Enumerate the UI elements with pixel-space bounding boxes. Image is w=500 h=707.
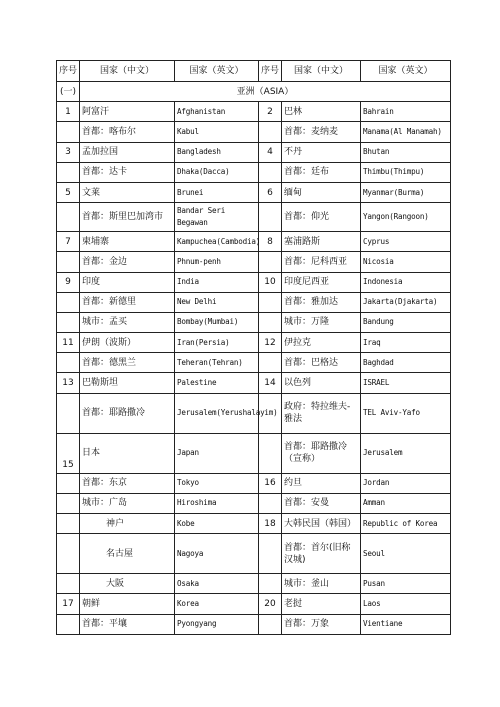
header-country-en: 国家（英文） — [175, 61, 259, 82]
country-zh-cell: 首都：耶路撒冷（宣称） — [282, 433, 361, 473]
table-row — [57, 393, 451, 433]
country-en-cell: TEL Aviv-Yafo — [361, 393, 451, 433]
country-zh-cell: 阿富汗 — [80, 102, 175, 122]
country-en-cell: Yangon(Rangoon) — [361, 203, 451, 232]
country-en-cell: India — [175, 272, 259, 292]
table-row — [57, 232, 451, 252]
country-en-cell: Palestine — [175, 373, 259, 393]
country-zh-cell: 首都：廷布 — [282, 162, 361, 182]
country-zh-cell: 城市：孟买 — [80, 312, 175, 332]
country-zh-cell: 印度尼西亚 — [282, 272, 361, 292]
table-row — [57, 534, 451, 574]
country-en-cell: Republic of Korea — [361, 514, 451, 534]
country-en-cell: Phnum-penh — [175, 252, 259, 272]
index-cell — [57, 312, 80, 332]
table-row — [57, 102, 451, 122]
country-en-cell: Hiroshima — [175, 493, 259, 513]
index-cell: 2 — [259, 102, 282, 122]
country-zh-cell: 首都：德黑兰 — [80, 353, 175, 373]
country-zh-cell: 老挝 — [282, 594, 361, 614]
index-cell: 13 — [57, 373, 80, 393]
table-row — [57, 473, 451, 493]
index-cell: 8 — [259, 232, 282, 252]
table-row — [57, 614, 451, 634]
index-cell — [259, 312, 282, 332]
index-cell: 11 — [57, 333, 80, 353]
country-zh-cell: 首都：雅加达 — [282, 292, 361, 312]
header-country-zh: 国家（中文） — [80, 61, 175, 82]
table-row — [57, 182, 451, 202]
index-cell — [57, 162, 80, 182]
country-zh-cell: 巴林 — [282, 102, 361, 122]
section-index: (一) — [57, 82, 80, 102]
country-en-cell: Jerusalem — [361, 433, 451, 473]
country-zh-cell: 名古屋 — [80, 534, 175, 574]
country-en-cell: Kabul — [175, 122, 259, 142]
country-zh-cell: 首都：安曼 — [282, 493, 361, 513]
index-cell — [57, 353, 80, 373]
table-row — [57, 493, 451, 513]
country-zh-cell: 塞浦路斯 — [282, 232, 361, 252]
country-zh-cell: 首都：平壤 — [80, 614, 175, 634]
index-cell — [57, 122, 80, 142]
country-en-cell: Bombay(Mumbai) — [175, 312, 259, 332]
country-en-cell: Kobe — [175, 514, 259, 534]
index-cell: 9 — [57, 272, 80, 292]
table-row — [57, 122, 451, 142]
index-cell — [259, 493, 282, 513]
country-zh-cell: 柬埔寨 — [80, 232, 175, 252]
table-row — [57, 142, 451, 162]
country-en-cell: ISRAEL — [361, 373, 451, 393]
country-en-cell: Osaka — [175, 574, 259, 594]
country-zh-cell: 首都：耶路撒冷 — [80, 393, 175, 433]
country-en-cell: Amman — [361, 493, 451, 513]
country-zh-cell: 首都：斯里巴加湾市 — [80, 203, 175, 232]
country-en-cell: Myanmar(Burma) — [361, 182, 451, 202]
country-zh-cell: 印度 — [80, 272, 175, 292]
table-row — [57, 574, 451, 594]
index-cell — [57, 252, 80, 272]
index-cell — [259, 122, 282, 142]
country-zh-cell: 神户 — [80, 514, 175, 534]
country-en-cell: Jordan — [361, 473, 451, 493]
index-cell: 3 — [57, 142, 80, 162]
index-cell — [57, 473, 80, 493]
country-zh-cell: 城市：釜山 — [282, 574, 361, 594]
country-en-cell: Bhutan — [361, 142, 451, 162]
country-en-cell: Manama(Al Manamah) — [361, 122, 451, 142]
country-en-cell: Jakarta(Djakarta) — [361, 292, 451, 312]
header-country-zh: 国家（中文） — [282, 61, 361, 82]
country-en-cell: Thimbu(Thimpu) — [361, 162, 451, 182]
country-zh-cell: 首都：尼科西亚 — [282, 252, 361, 272]
country-en-cell: Kampuchea(Cambodia) — [175, 232, 259, 252]
country-en-cell: Vientiane — [361, 614, 451, 634]
country-en-cell: Indonesia — [361, 272, 451, 292]
index-cell: 6 — [259, 182, 282, 202]
country-zh-cell: 首都：东京 — [80, 473, 175, 493]
country-zh-cell: 伊朗（波斯） — [80, 333, 175, 353]
country-en-cell: Bahrain — [361, 102, 451, 122]
country-en-cell: Japan — [175, 433, 259, 473]
country-zh-cell: 文莱 — [80, 182, 175, 202]
index-cell: 5 — [57, 182, 80, 202]
table-row — [57, 292, 451, 312]
country-zh-cell: 首都：仰光 — [282, 203, 361, 232]
table-row — [57, 373, 451, 393]
section-row — [57, 82, 451, 102]
country-en-cell: Bandung — [361, 312, 451, 332]
section-title: 亚洲（ASIA） — [80, 82, 451, 102]
country-zh-cell: 不丹 — [282, 142, 361, 162]
country-zh-cell: 首都：万象 — [282, 614, 361, 634]
index-cell — [259, 292, 282, 312]
country-zh-cell: 首都：达卡 — [80, 162, 175, 182]
country-zh-cell: 大阪 — [80, 574, 175, 594]
country-en-cell: Pusan — [361, 574, 451, 594]
country-en-cell: Cyprus — [361, 232, 451, 252]
index-cell: 20 — [259, 594, 282, 614]
country-zh-cell: 巴勒斯坦 — [80, 373, 175, 393]
country-en-cell: Korea — [175, 594, 259, 614]
index-cell: 18 — [259, 514, 282, 534]
country-en-cell: Iran(Persia) — [175, 333, 259, 353]
index-cell — [259, 614, 282, 634]
header-country-en: 国家（英文） — [361, 61, 451, 82]
table-row — [57, 433, 451, 473]
country-en-cell: Baghdad — [361, 353, 451, 373]
country-zh-cell: 首都：巴格达 — [282, 353, 361, 373]
country-zh-cell: 日本 — [80, 433, 175, 473]
table-row — [57, 514, 451, 534]
country-en-cell: New Delhi — [175, 292, 259, 312]
table-row — [57, 272, 451, 292]
country-en-cell: Teheran(Tehran) — [175, 353, 259, 373]
country-en-cell: Nicosia — [361, 252, 451, 272]
country-zh-cell: 以色列 — [282, 373, 361, 393]
index-cell — [57, 493, 80, 513]
country-en-cell: Bandar Seri Begawan — [175, 203, 259, 232]
country-table — [56, 60, 451, 635]
country-zh-cell: 政府：特拉维夫-雅法 — [282, 393, 361, 433]
country-zh-cell: 大韩民国（韩国） — [282, 514, 361, 534]
country-zh-cell: 缅甸 — [282, 182, 361, 202]
country-en-cell: Iraq — [361, 333, 451, 353]
table-row — [57, 333, 451, 353]
header-index: 序号 — [259, 61, 282, 82]
index-cell — [259, 353, 282, 373]
table-row — [57, 203, 451, 232]
header-row — [57, 61, 451, 82]
country-zh-cell: 伊拉克 — [282, 333, 361, 353]
index-cell: 17 — [57, 594, 80, 614]
index-cell — [57, 534, 80, 574]
country-zh-cell: 朝鲜 — [80, 594, 175, 614]
country-zh-cell: 首都：新德里 — [80, 292, 175, 312]
country-zh-cell: 首都：喀布尔 — [80, 122, 175, 142]
index-cell: 10 — [259, 272, 282, 292]
table-row — [57, 252, 451, 272]
country-zh-cell: 首都：麦纳麦 — [282, 122, 361, 142]
country-zh-cell: 首都：金边 — [80, 252, 175, 272]
index-cell: 7 — [57, 232, 80, 252]
index-cell — [57, 203, 80, 232]
country-en-cell: Brunei — [175, 182, 259, 202]
index-cell: 14 — [259, 373, 282, 393]
table-row — [57, 353, 451, 373]
table-row — [57, 162, 451, 182]
country-en-cell: Pyongyang — [175, 614, 259, 634]
index-cell: 15 — [57, 433, 80, 473]
country-zh-cell: 城市：广岛 — [80, 493, 175, 513]
index-cell — [57, 574, 80, 594]
index-cell — [57, 393, 80, 433]
country-en-cell: Afghanistan — [175, 102, 259, 122]
index-cell — [57, 514, 80, 534]
table-row — [57, 312, 451, 332]
index-cell — [57, 292, 80, 312]
table-row — [57, 594, 451, 614]
index-cell: 12 — [259, 333, 282, 353]
index-cell — [259, 574, 282, 594]
country-zh-cell: 首都：首尔(旧称汉城) — [282, 534, 361, 574]
country-zh-cell: 城市：万隆 — [282, 312, 361, 332]
country-en-cell: Dhaka(Dacca) — [175, 162, 259, 182]
index-cell — [259, 252, 282, 272]
index-cell — [57, 614, 80, 634]
country-zh-cell: 约旦 — [282, 473, 361, 493]
country-en-cell: Seoul — [361, 534, 451, 574]
index-cell: 16 — [259, 473, 282, 493]
country-en-cell: Jerusalem(Yerushalayim) — [175, 393, 259, 433]
country-en-cell: Tokyo — [175, 473, 259, 493]
index-cell — [259, 162, 282, 182]
index-cell — [259, 433, 282, 473]
header-index: 序号 — [57, 61, 80, 82]
country-en-cell: Bangladesh — [175, 142, 259, 162]
country-en-cell: Nagoya — [175, 534, 259, 574]
index-cell: 1 — [57, 102, 80, 122]
index-cell: 4 — [259, 142, 282, 162]
index-cell — [259, 203, 282, 232]
country-zh-cell: 孟加拉国 — [80, 142, 175, 162]
country-en-cell: Laos — [361, 594, 451, 614]
index-cell — [259, 534, 282, 574]
